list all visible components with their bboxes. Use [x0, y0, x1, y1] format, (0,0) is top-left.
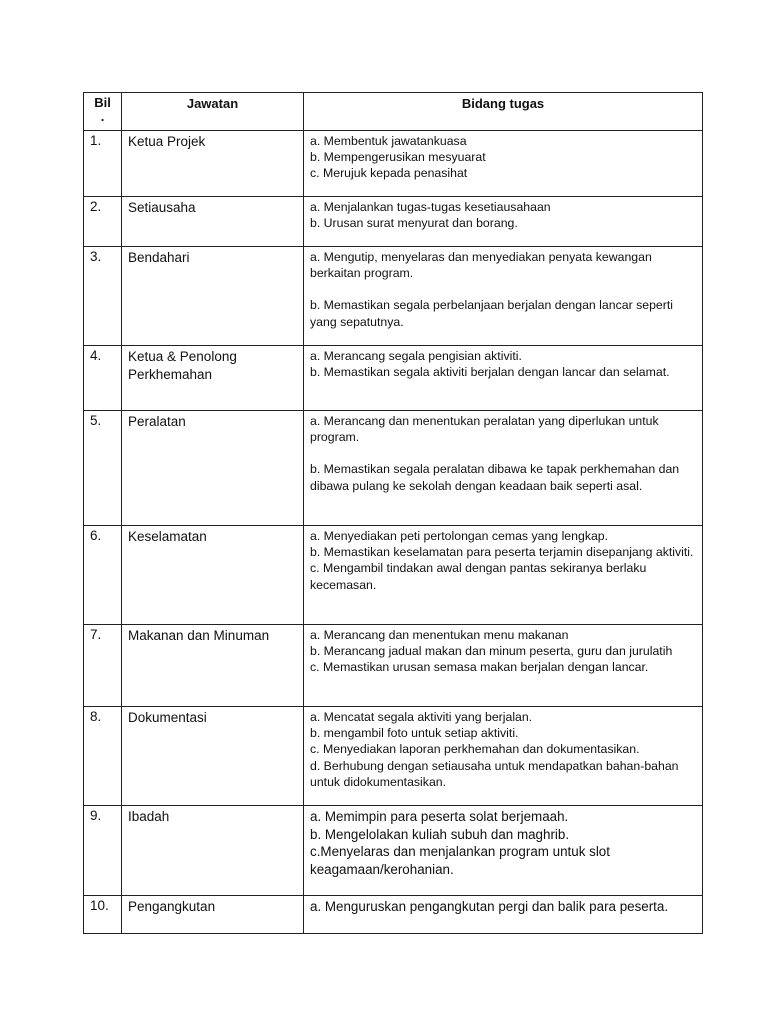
- duty-item: c.Menyelaras dan menjalankan program untuk slot keagamaan/kerohanian.: [310, 844, 610, 877]
- row-position: Ketua Projek: [122, 131, 304, 197]
- duty-item: c. Memastikan urusan semasa makan berjalan dengan lancar.: [310, 660, 649, 675]
- table-row: [84, 806, 703, 896]
- duty-item: a. Merancang dan menentukan peralatan yang diperlukan untuk program.: [310, 414, 659, 445]
- duty-item: d. Berhubung dengan setiausaha untuk mendapatkan bahan-bahan untuk didokumentasikan.: [310, 758, 679, 789]
- row-duties: [304, 625, 703, 707]
- row-duties: [304, 411, 703, 526]
- duty-item: b. Memastikan segala perbelanjaan berjalan dengan lancar seperti yang sepatutnya.: [310, 298, 673, 329]
- header-bidang-tugas: Bidang tugas: [304, 93, 703, 131]
- duty-item: a. Menjalankan tugas-tugas kesetiausahaan: [310, 200, 551, 214]
- duty-item: a. Mencatat segala aktiviti yang berjalan.: [310, 710, 533, 724]
- row-number: 8.: [84, 707, 122, 806]
- duty-item: a. Merancang dan menentukan menu makanan: [310, 628, 569, 642]
- header-row: [84, 93, 703, 131]
- row-number: 9.: [84, 806, 122, 896]
- row-number: 3.: [84, 247, 122, 346]
- duty-item: b. Merancang jadual makan dan minum peserta, guru dan jurulatih: [310, 644, 673, 659]
- row-position: Pengangkutan: [122, 896, 304, 934]
- row-number: 7.: [84, 625, 122, 707]
- row-number: 6.: [84, 526, 122, 625]
- row-number: 1.: [84, 131, 122, 197]
- duty-item: a. Mengutip, menyelaras dan menyediakan penyata kewangan berkaitan program.: [310, 250, 652, 281]
- duty-item: b. Mempengerusikan mesyuarat: [310, 150, 486, 165]
- duty-item: c. Merujuk kepada penasihat: [310, 166, 468, 181]
- duty-item: a. Memimpin para peserta solat berjemaah.: [310, 809, 569, 824]
- table-row: [84, 526, 703, 625]
- duty-item: c. Mengambil tindakan awal dengan pantas sekiranya berlaku kecemasan.: [310, 561, 647, 592]
- row-position: Ibadah: [122, 806, 304, 896]
- duty-item: a. Menguruskan pengangkutan pergi dan balik para peserta.: [310, 899, 669, 914]
- row-number: 10.: [84, 896, 122, 934]
- row-duties: [304, 346, 703, 411]
- header-jawatan: Jawatan: [122, 93, 304, 131]
- row-position: Makanan dan Minuman: [122, 625, 304, 707]
- row-duties: [304, 131, 703, 197]
- duty-table: [83, 92, 703, 934]
- table-row: [84, 346, 703, 411]
- table-row: [84, 131, 703, 197]
- row-position: Bendahari: [122, 247, 304, 346]
- header-bil-line1: Bil: [94, 95, 111, 110]
- row-number: 5.: [84, 411, 122, 526]
- table-row: [84, 625, 703, 707]
- table-row: [84, 896, 703, 934]
- row-duties: [304, 247, 703, 346]
- row-position: Ketua & Penolong Perkhemahan: [122, 346, 304, 411]
- duty-item: b. Memastikan segala peralatan dibawa ke tapak perkhemahan dan dibawa pulang ke sekolah dengan keadaan baik seperti asal.: [310, 462, 680, 493]
- duty-item: a. Membentuk jawatankuasa: [310, 134, 467, 148]
- row-position: Dokumentasi: [122, 707, 304, 806]
- duty-item: b. Urusan surat menyurat dan borang.: [310, 216, 518, 231]
- duty-item: b. mengambil foto untuk setiap aktiviti.: [310, 726, 519, 741]
- duty-item: b. Memastikan keselamatan para peserta terjamin disepanjang aktiviti.: [310, 545, 694, 560]
- header-bil: [84, 93, 122, 131]
- duty-item: c. Menyediakan laporan perkhemahan dan dokumentasikan.: [310, 742, 640, 757]
- duty-item: a. Merancang segala pengisian aktiviti.: [310, 349, 522, 363]
- row-duties: [304, 806, 703, 896]
- row-position: Peralatan: [122, 411, 304, 526]
- table-row: [84, 411, 703, 526]
- table-row: [84, 247, 703, 346]
- duty-item: b. Memastikan segala aktiviti berjalan dengan lancar dan selamat.: [310, 365, 670, 380]
- row-number: 4.: [84, 346, 122, 411]
- header-bil-line2: .: [100, 109, 105, 124]
- duty-item: b. Mengelolakan kuliah subuh dan maghrib.: [310, 826, 570, 842]
- row-duties: [304, 896, 703, 934]
- row-position: Setiausaha: [122, 197, 304, 247]
- duty-item: a. Menyediakan peti pertolongan cemas yang lengkap.: [310, 529, 609, 543]
- row-duties: [304, 707, 703, 806]
- row-position: Keselamatan: [122, 526, 304, 625]
- table-row: [84, 197, 703, 247]
- row-duties: [304, 197, 703, 247]
- row-duties: [304, 526, 703, 625]
- table-row: [84, 707, 703, 806]
- row-number: 2.: [84, 197, 122, 247]
